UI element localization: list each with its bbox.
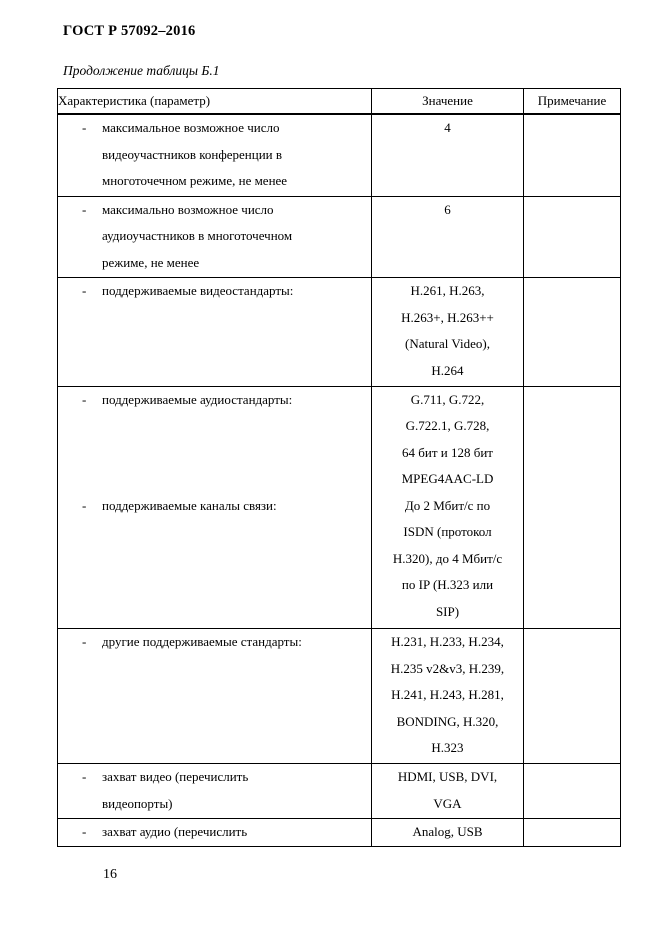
value-cell — [372, 196, 524, 278]
parameter-line: видеопорты) — [102, 795, 173, 811]
parameter-line: видеоучастников конференции в — [102, 146, 282, 162]
parameter-line: режиме, не менее — [102, 254, 200, 270]
value-cell — [372, 819, 524, 847]
parameter-line: многоточечном режиме, не менее — [102, 173, 288, 188]
parameter-line: максимально возможное число — [102, 201, 274, 217]
list-bullet: - — [82, 283, 87, 299]
parameter-cell — [58, 819, 372, 847]
value-line: H.261, H.263, — [410, 283, 485, 299]
parameter-line: захват аудио (перечислить — [102, 824, 248, 840]
parameter-line: поддерживаемые каналы связи: — [102, 497, 277, 513]
value-line: ISDN (протокол — [403, 524, 492, 539]
value-line: G.711, G.722, — [410, 391, 485, 407]
value-line: H.320), до 4 Мбит/с — [392, 550, 503, 566]
table-row — [58, 629, 621, 764]
value-line: H.241, H.243, H.281, — [391, 687, 504, 703]
parameter-cell — [58, 386, 372, 629]
table-row — [58, 196, 621, 278]
table-row — [58, 114, 621, 196]
value-line: H.323 — [431, 740, 464, 756]
value-line: VGA — [433, 795, 462, 811]
note-cell — [524, 278, 621, 386]
column-header-note: Примечание — [524, 89, 621, 115]
value-line: (Natural Video), — [405, 336, 490, 352]
value-line: HDMI, USB, DVI, — [397, 769, 498, 785]
parameter-line: поддерживаемые аудиостандарты: — [102, 391, 293, 407]
list-bullet: - — [82, 391, 87, 407]
note-cell — [524, 114, 621, 196]
value-line: H.263+, H.263++ — [401, 309, 494, 325]
list-bullet: - — [82, 769, 87, 785]
parameter-cell — [58, 629, 372, 764]
note-cell — [524, 196, 621, 278]
note-cell — [524, 819, 621, 847]
parameter-line: максимальное возможное число — [102, 120, 280, 135]
value-line: H.264 — [431, 362, 464, 378]
value-cell — [372, 114, 524, 196]
note-cell — [524, 629, 621, 764]
value-line: 4 — [444, 120, 451, 135]
value-cell — [372, 386, 524, 629]
list-bullet: - — [82, 634, 87, 650]
value-line: SIP) — [435, 603, 460, 619]
spec-table — [57, 88, 621, 847]
value-cell — [372, 629, 524, 764]
value-line: MPEG4AAC-LD — [401, 471, 494, 486]
table-caption: Продолжение таблицы Б.1 — [63, 63, 220, 78]
value-cell — [372, 764, 524, 819]
list-bullet: - — [82, 201, 87, 217]
value-cell — [372, 278, 524, 386]
list-bullet: - — [82, 824, 87, 840]
value-line: До 2 Мбит/с по — [404, 497, 491, 513]
parameter-cell — [58, 764, 372, 819]
value-line: Analog, USB — [412, 824, 483, 840]
table-row — [58, 764, 621, 819]
value-line: BONDING, H.320, — [396, 713, 499, 729]
note-cell — [524, 764, 621, 819]
parameter-line: аудиоучастников в многоточечном — [102, 228, 293, 244]
table-row — [58, 278, 621, 386]
note-cell — [524, 386, 621, 629]
table-header-row — [58, 89, 621, 115]
column-header-parameter: Характеристика (параметр) — [58, 89, 372, 115]
parameter-cell — [58, 114, 372, 196]
parameter-cell — [58, 278, 372, 386]
value-line: по IP (H.323 или — [401, 577, 494, 592]
document-title: ГОСТ Р 57092–2016 — [63, 23, 196, 39]
parameter-line: захват видео (перечислить — [102, 769, 249, 785]
value-line: H.235 v2&v3, H.239, — [390, 660, 505, 676]
value-line: 64 бит и 128 бит — [402, 444, 493, 460]
value-line: 6 — [444, 201, 451, 217]
table-row — [58, 386, 621, 629]
value-line: G.722.1, G.728, — [405, 418, 490, 433]
parameter-cell — [58, 196, 372, 278]
table-row — [58, 819, 621, 847]
value-line: H.231, H.233, H.234, — [391, 634, 504, 650]
parameter-line: другие поддерживаемые стандарты: — [102, 634, 302, 650]
page-number: 16 — [103, 867, 117, 882]
parameter-line: поддерживаемые видеостандарты: — [102, 283, 294, 299]
list-bullet: - — [82, 120, 87, 135]
list-bullet: - — [82, 497, 87, 513]
column-header-value: Значение — [372, 89, 524, 115]
